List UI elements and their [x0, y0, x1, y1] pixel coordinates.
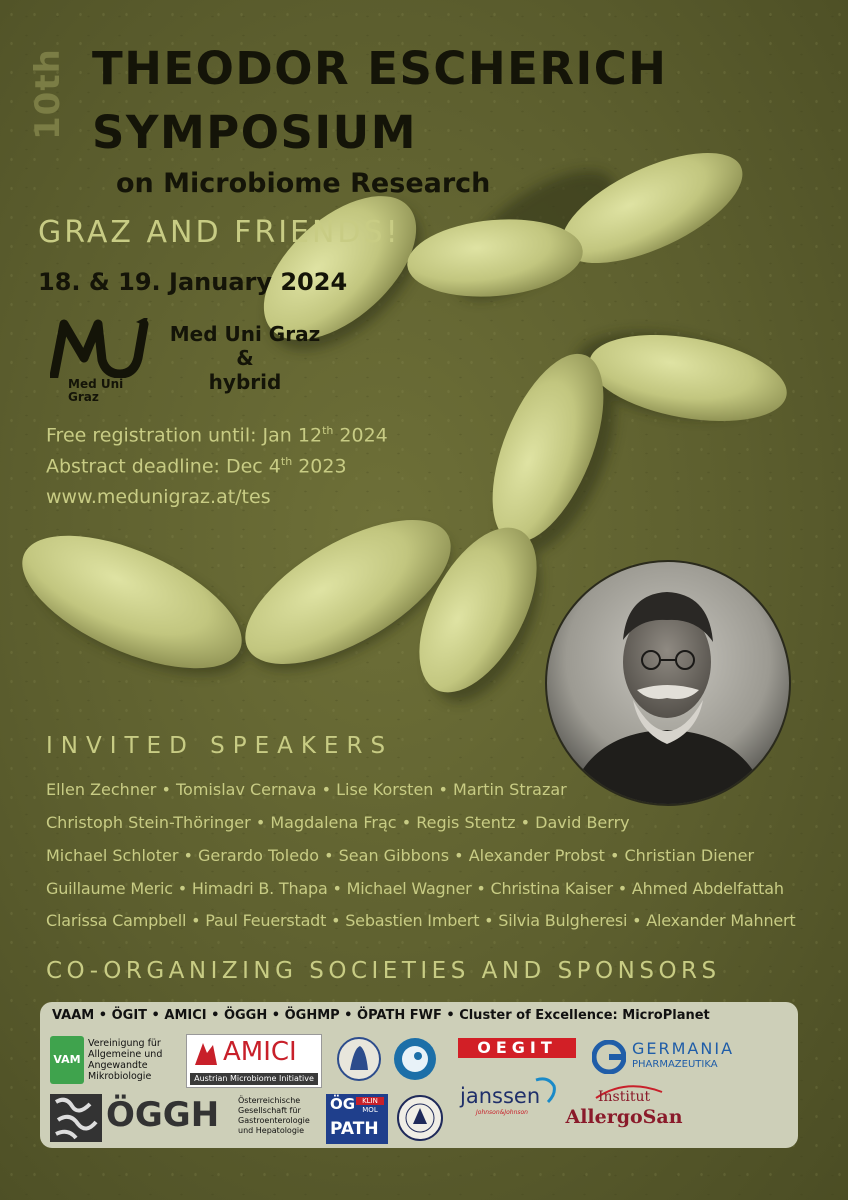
- sponsor-panel: [40, 1002, 798, 1148]
- sponsors-heading: CO-ORGANIZING SOCIETIES AND SPONSORS: [46, 958, 721, 984]
- oeggh-text-line: Gesellschaft für: [238, 1106, 301, 1115]
- vaam-text-line: Mikrobiologie: [88, 1071, 152, 1082]
- edition-label: 10th: [28, 48, 68, 140]
- venue-line: Med Uni Graz: [169, 322, 321, 346]
- janssen-mark: janssen: [460, 1084, 541, 1108]
- oeggh-text-line: Österreichische: [238, 1096, 301, 1105]
- amici-logo: [186, 1034, 322, 1088]
- vaam-text-line: Vereinigung für: [88, 1038, 161, 1049]
- registration-year: 2024: [333, 424, 388, 447]
- speaker-line: Clarissa Campbell • Paul Feuerstadt • Sebastien Imbert • Silvia Bulgheresi • Alexander Mahnert: [46, 911, 796, 930]
- speaker-line: Christoph Stein-Thöringer • Magdalena Frąc • Regis Stentz • David Berry: [46, 813, 630, 832]
- registration-text: Free registration until: Jan 12: [46, 424, 323, 447]
- oeggh-logo: [50, 1094, 320, 1144]
- title-line-2: SYMPOSIUM: [92, 106, 417, 159]
- vaam-text-line: Allgemeine und: [88, 1049, 163, 1060]
- oepath-mol: MOL: [362, 1106, 378, 1114]
- amici-icon: [191, 1039, 221, 1069]
- amici-mark: AMICI: [223, 1037, 297, 1067]
- subtitle: on Microbiome Research: [116, 168, 491, 199]
- logo-text-line: Graz: [68, 390, 99, 404]
- tagline: GRAZ AND FRIENDS!: [38, 215, 401, 250]
- germania-line1: GERMANIA: [632, 1039, 735, 1058]
- abstract-year: 2023: [292, 455, 347, 478]
- allergosan-logo: [556, 1078, 692, 1138]
- event-dates: 18. & 19. January 2024: [38, 268, 348, 296]
- portrait-photo: [547, 562, 789, 804]
- vaam-text-line: Angewandte: [88, 1060, 148, 1071]
- oeggh-text-line: Gastroenterologie: [238, 1116, 310, 1125]
- societies-list: VAAM • ÖGIT • AMICI • ÖGGH • ÖGHMP • ÖPATH FWF • Cluster of Excellence: MicroPlanet: [52, 1008, 710, 1023]
- abstract-deadline: [46, 456, 347, 476]
- title-line-1: THEODOR ESCHERICH: [92, 42, 668, 95]
- abstract-text: Abstract deadline: Dec 4: [46, 455, 281, 478]
- vaam-mark: VAM: [50, 1036, 84, 1084]
- portrait-image: [547, 562, 789, 804]
- oeggh-icon: [50, 1094, 102, 1142]
- janssen-logo: [458, 1074, 562, 1120]
- registration-deadline: [46, 425, 388, 445]
- amici-caption: Austrian Microbiome Initiative: [190, 1073, 318, 1085]
- venue-line: &: [236, 346, 254, 370]
- oepath-logo: [326, 1094, 388, 1144]
- germania-icon: [592, 1040, 626, 1074]
- oeggh-mark: ÖGGH: [106, 1095, 220, 1135]
- oeggh-text: [238, 1096, 310, 1136]
- vaam-logo: [50, 1036, 180, 1086]
- allergosan-line2: AllergoSan: [565, 1106, 683, 1128]
- janssen-caption: Johnson&Johnson: [476, 1109, 528, 1116]
- society-seal-icon: [336, 1036, 382, 1082]
- speaker-line: Guillaume Meric • Himadri B. Thapa • Michael Wagner • Christina Kaiser • Ahmed Abdelfattah: [46, 879, 784, 898]
- vaam-text: [88, 1038, 162, 1082]
- oepath-klin: KLIN: [356, 1097, 384, 1105]
- society-seal-icon: [396, 1094, 444, 1142]
- society-seal-icon: [392, 1036, 438, 1082]
- registration-sup: th: [322, 424, 334, 437]
- abstract-sup: th: [280, 455, 293, 468]
- oegit-logo: OEGIT: [458, 1038, 576, 1058]
- venue: [160, 322, 330, 394]
- oeggh-text-line: und Hepatologie: [238, 1126, 305, 1135]
- logo-text-line: Med Uni: [68, 377, 124, 391]
- speaker-line: Ellen Zechner • Tomislav Cernava • Lise Korsten • Martin Strazar: [46, 780, 567, 799]
- invited-speakers-heading: INVITED SPEAKERS: [46, 733, 394, 759]
- website-link[interactable]: www.medunigraz.at/tes: [46, 486, 271, 508]
- med-uni-graz-logo: [50, 318, 160, 378]
- germania-line2: PHARMAZEUTIKA: [632, 1059, 718, 1070]
- germania-logo: [592, 1038, 762, 1078]
- med-uni-graz-logo-text: [68, 378, 123, 404]
- allergosan-line1: Institut: [598, 1089, 651, 1105]
- speaker-line: Michael Schloter • Gerardo Toledo • Sean Gibbons • Alexander Probst • Christian Diener: [46, 846, 755, 865]
- venue-line: hybrid: [208, 370, 282, 394]
- oepath-top: ÖG: [330, 1095, 356, 1113]
- oepath-bottom: PATH: [330, 1119, 379, 1139]
